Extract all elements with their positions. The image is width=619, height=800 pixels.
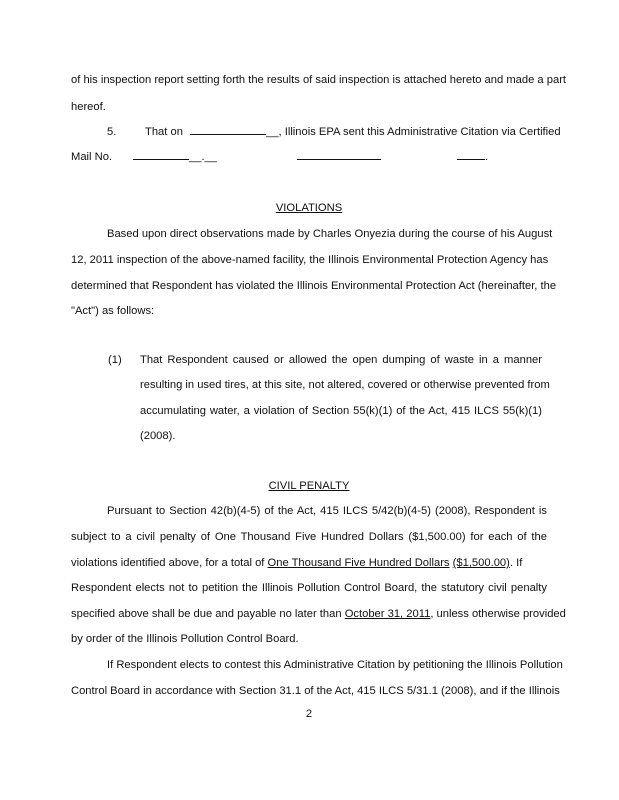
mail-number-blank-2 [297, 150, 381, 160]
violation-item-line-4: (2008). [140, 430, 176, 442]
violation-item-line-1: That Respondent caused or allowed the open dumping of waste in a manner [140, 354, 542, 366]
date-blank [190, 125, 266, 135]
date-blank-suffix: __ [266, 126, 279, 138]
page-number: 2 [305, 708, 313, 720]
mail-number-blank-3 [457, 150, 485, 160]
civil-penalty-line-6: by order of the Illinois Pollution Control Board. [71, 633, 299, 645]
total-penalty-amount-words: One Thousand Five Hundred Dollars [267, 557, 450, 569]
civil-penalty-line-3: violations identified above, for a total of One Thousand Five Hundred Dollars ($1,500.00). If [71, 557, 523, 569]
violations-heading: VIOLATIONS [275, 202, 343, 214]
intro-line-2: hereof. [71, 101, 106, 113]
civil-penalty-heading: CIVIL PENALTY [268, 480, 350, 492]
civil-penalty-line-8: Control Board in accordance with Section 31.1 of the Act, 415 ILCS 5/31.1 (2008), and if the Illinois [71, 685, 560, 697]
mail-number-blank-mark: __.__ [189, 151, 217, 163]
paragraph-5-text: , Illinois EPA sent this Administrative Citation via Certified [278, 126, 561, 138]
violations-line-3: determined that Respondent has violated the Illinois Environmental Protection Act (hereinafter, the [71, 280, 557, 292]
intro-line-1: of his inspection report setting forth the results of said inspection is attached hereto and made a part [71, 74, 567, 86]
violation-item-number: (1) [108, 354, 122, 366]
violations-line-2: 12, 2011 inspection of the above-named facility, the Illinois Environmental Protection Agency has [71, 254, 549, 266]
civil-penalty-line-7: If Respondent elects to contest this Administrative Citation by petitioning the Illinois Pollution [107, 659, 563, 671]
violations-line-4: "Act") as follows: [71, 305, 155, 317]
violations-line-1: Based upon direct observations made by Charles Onyezia during the course of his August [107, 228, 553, 240]
mail-number-period: . [485, 151, 489, 163]
paragraph-number: 5. [107, 126, 117, 138]
mail-no-label: Mail No. [71, 151, 113, 163]
payment-due-date: October 31, 2011 [344, 608, 431, 620]
violation-item-line-2: resulting in used tires, at this site, not altered, covered or otherwise prevented from [140, 379, 550, 391]
mail-number-blank [133, 150, 189, 160]
that-on-text: That on [145, 126, 183, 138]
mail-number-line [71, 150, 547, 164]
civil-penalty-line-4: Respondent elects not to petition the Illinois Pollution Control Board, the statutory civil penalty [71, 582, 547, 594]
total-penalty-amount: ($1,500.00) [452, 557, 510, 569]
violation-item-line-3: accumulating water, a violation of Section 55(k)(1) of the Act, 415 ILCS 55(k)(1) [140, 405, 542, 417]
civil-penalty-line-5: specified above shall be due and payable no later than October 31, 2011, unless otherwise provided [71, 608, 566, 620]
civil-penalty-line-2: subject to a civil penalty of One Thousand Five Hundred Dollars ($1,500.00) for each of the [71, 531, 547, 543]
civil-penalty-line-1: Pursuant to Section 42(b)(4-5) of the Act, 415 ILCS 5/42(b)(4-5) (2008), Respondent is [107, 505, 547, 517]
